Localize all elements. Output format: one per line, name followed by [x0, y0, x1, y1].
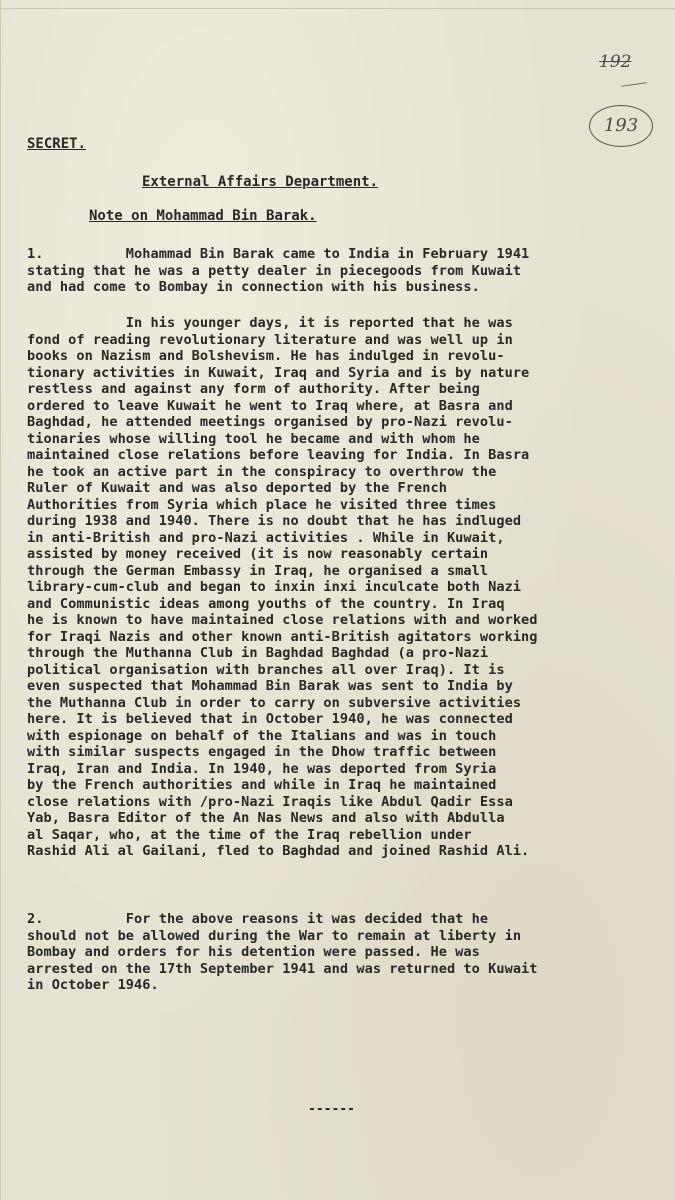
paragraph-3: 2. For the above reasons it was decided that he should not be allowed during the War to remain at liberty in Bombay and orders for his detention were passed. He was arrested on the 17th September 1941 and was returned to Kuwait in October 1946. [27, 911, 538, 993]
folio-dash-mark [621, 82, 647, 87]
closing-rule: ------ [308, 1102, 355, 1117]
classification-heading: SECRET. [27, 136, 87, 152]
page-fold-line [1, 8, 675, 9]
paragraph-1: 1. Mohammad Bin Barak came to India in February 1941 stating that he was a petty dealer in piecegoods from Kuwait and had come to Bombay in connection with his business. [27, 246, 530, 295]
department-heading: External Affairs Department. [142, 174, 379, 190]
paragraph-2: In his younger days, it is reported that he was fond of reading revolutionary literature and was well up in books on Nazism and Bolshevism. He has indulged in revolu- tionary activities in Kuwait, Iraq and Syria and is by nature restless and against any form of authority. After being ordered to leave Kuwait he went to Iraq where, at Basra and Baghdad, he attended meetings organised by pro-Nazi revolu- tionaries whose willing tool he became and with whom he maintained close relations before leaving for India. In Basra he took an active part in the conspiracy to overthrow the Ruler of Kuwait and was also deported by the French Authorities from Syria which place he visited three times during 1938 and 1940. There is no doubt that he has indluged in anti-British and pro-Nazi activities . While in Kuwait, assisted by money received (it is now reasonably certain through the German Embassy in Iraq, he organised a small library-cum-club and began to inxin inxi inculcate both Nazi and Communistic ideas among youths of the country. In Iraq he is known to have maintained close relations with and worked for Iraqi Nazis and other known anti-British agitators working through the Muthanna Club in Baghdad Baghdad (a pro-Nazi political organisation with branches all over Iraq). It is even suspected that Mohammad Bin Barak was sent to India by the Muthanna Club in order to carry on subversive activities here. It is believed that in October 1940, he was connected with espionage on behalf of the Italians and was in touch with similar suspects engaged in the Dhow traffic between Iraq, Iran and India. In 1940, he was deported from Syria by the French authorities and while in Iraq he maintained close relations with /pro-Nazi Iraqis like Abdul Qadir Essa Yab, Basra Editor of the An Nas News and also with Abdulla al Saqar, who, at the time of the Iraq rebellion under Rashid Ali al Gailani, fled to Baghdad and joined Rashid Ali. [27, 315, 538, 859]
folio-number-old: 192 [599, 52, 632, 72]
folio-number-circled: 193 [589, 105, 653, 147]
note-title: Note on Mohammad Bin Barak. [89, 208, 317, 224]
